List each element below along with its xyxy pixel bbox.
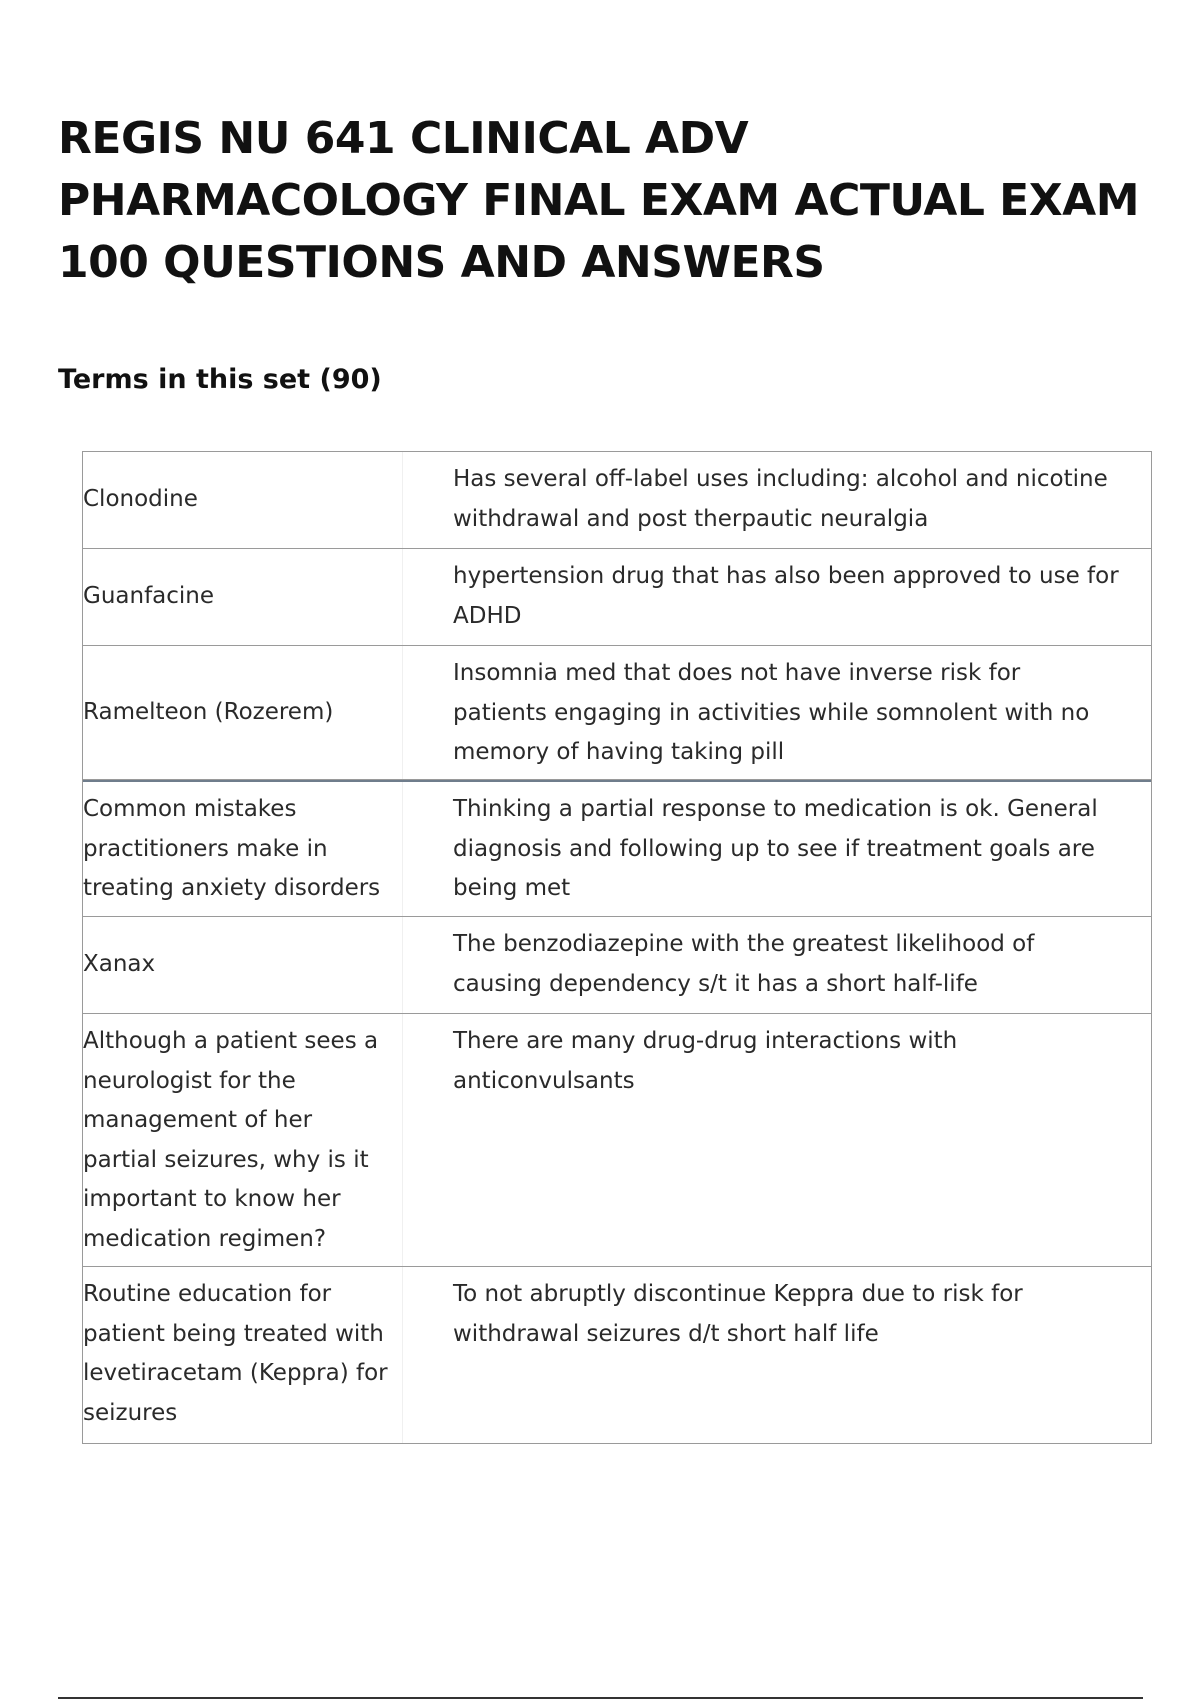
- table-row: [83, 549, 1151, 646]
- definition-cell: hypertension drug that has also been approved to use for ADHD: [453, 563, 1119, 629]
- definition-cell: Has several off-label uses including: alcohol and nicotine withdrawal and post therpautic neuralgia: [453, 466, 1108, 532]
- definition-cell: The benzodiazepine with the greatest likelihood of causing dependency s/t it has a short half-life: [453, 931, 1035, 997]
- definition-cell: Insomnia med that does not have inverse risk for patients engaging in activities while somnolent with no memory of having taking pill: [453, 660, 1090, 765]
- term-cell: Xanax: [83, 917, 403, 1013]
- definition-cell: To not abruptly discontinue Keppra due to risk for withdrawal seizures d/t short half life: [453, 1281, 1023, 1347]
- page-title: REGIS NU 641 CLINICAL ADV PHARMACOLOGY FINAL EXAM ACTUAL EXAM 100 QUESTIONS AND ANSWERS: [58, 113, 1139, 288]
- footer-divider: [58, 1697, 1143, 1699]
- term-cell: Clonodine: [83, 452, 403, 548]
- table-row: [83, 452, 1151, 549]
- terms-table: [82, 451, 1152, 1444]
- table-row: [83, 917, 1151, 1014]
- definition-cell: Thinking a partial response to medication is ok. General diagnosis and following up to see if treatment goals are being met: [453, 796, 1098, 901]
- term-cell: Ramelteon (Rozerem): [83, 646, 403, 779]
- term-cell: Guanfacine: [83, 549, 403, 645]
- term-cell: Common mistakes practitioners make in treating anxiety disorders: [83, 782, 403, 916]
- table-row: [83, 780, 1151, 917]
- definition-cell: There are many drug-drug interactions with anticonvulsants: [453, 1028, 958, 1094]
- table-row: [83, 1267, 1151, 1443]
- term-cell: Routine education for patient being treated with levetiracetam (Keppra) for seizures: [83, 1267, 403, 1443]
- term-cell: Although a patient sees a neurologist for the management of her partial seizures, why is it important to know her medication regimen?: [83, 1014, 403, 1266]
- table-row: [83, 1014, 1151, 1267]
- set-heading: Terms in this set (90): [58, 364, 382, 395]
- table-row: [83, 646, 1151, 780]
